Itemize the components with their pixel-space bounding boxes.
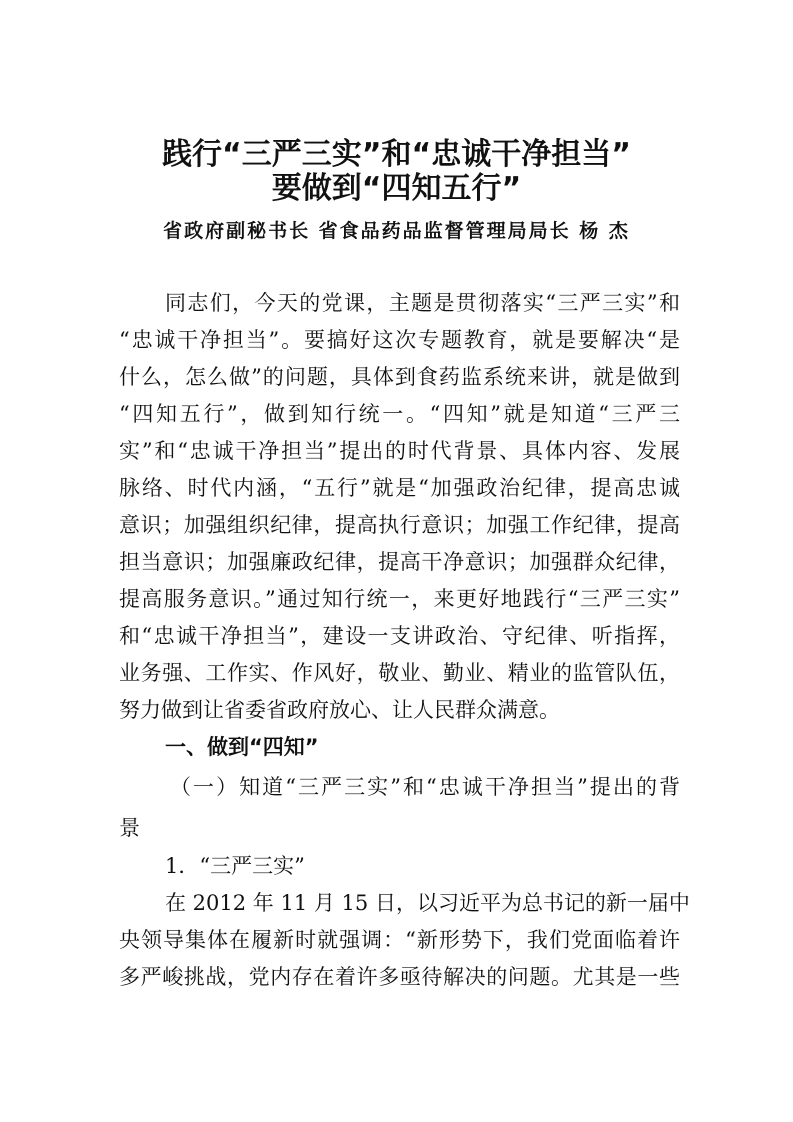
- paragraph-line: 业务强、工作实、作风好，敬业、勤业、精业的监管队伍，: [119, 661, 680, 685]
- paragraph-line: 努力做到让省委省政府放心、让人民群众满意。: [119, 698, 560, 722]
- section-heading: 一、做到“四知”: [165, 735, 319, 759]
- paragraph-line: 和“忠诚干净担当”，建设一支讲政治、守纪律、听指挥，: [119, 624, 680, 648]
- paragraph-line: “四知五行”，做到知行统一。“四知”就是知道“三严三: [119, 402, 680, 426]
- paragraph-line: 同志们，今天的党课，主题是贯彻落实“三严三实”和: [165, 291, 680, 315]
- author-line: 省政府副秘书长 省食品药品监督管理局局长 杨 杰: [163, 220, 630, 242]
- paragraph-line: “忠诚干净担当”。要搞好这次专题教育，就是要解决“是: [119, 328, 680, 352]
- paragraph-line: 什么，怎么做”的问题，具体到食药监系统来讲，就是做到: [119, 365, 680, 389]
- document-title-line-1: 践行“三严三实”和“忠诚干净担当”: [162, 137, 631, 172]
- paragraph-line: 实”和“忠诚干净担当”提出的时代背景、具体内容、发展: [119, 439, 680, 463]
- document-title-line-2: 要做到“四知五行”: [271, 171, 522, 206]
- subsection-heading: （一）知道“三严三实”和“忠诚干净担当”提出的背: [170, 775, 680, 799]
- paragraph-line: 在 2012 年 11 月 15 日，以习近平为总书记的新一届中: [165, 891, 690, 915]
- paragraph-line: 脉络、时代内涵，“五行”就是“加强政治纪律，提高忠诚: [119, 476, 680, 500]
- subsection-heading-cont: 景: [119, 816, 140, 840]
- paragraph-line: 担当意识；加强廉政纪律，提高干净意识；加强群众纪律，: [119, 550, 680, 574]
- paragraph-line: 意识；加强组织纪律，提高执行意识；加强工作纪律，提高: [119, 513, 680, 537]
- paragraph-line: 多严峻挑战，党内存在着许多亟待解决的问题。尤其是一些: [119, 965, 680, 989]
- paragraph-line: 央领导集体在履新时就强调：“新形势下，我们党面临着许: [119, 928, 680, 952]
- paragraph-line: 提高服务意识。”通过知行统一，来更好地践行“三严三实”: [119, 587, 680, 611]
- item-heading: 1．“三严三实”: [165, 854, 305, 878]
